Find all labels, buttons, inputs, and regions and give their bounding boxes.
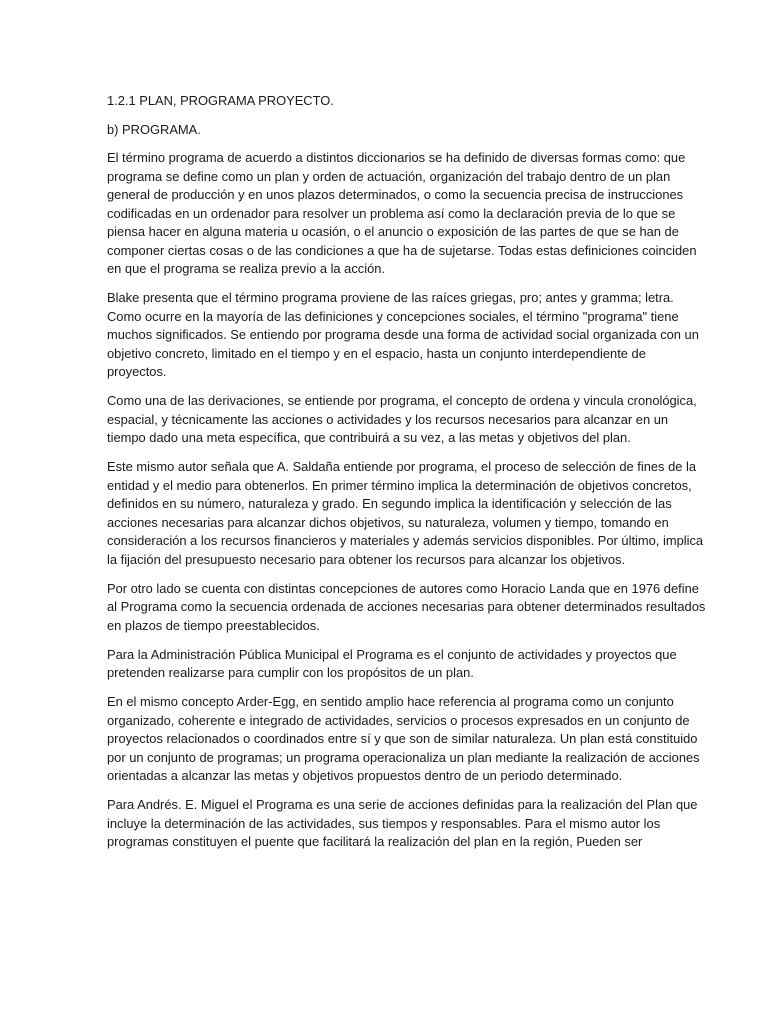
paragraph-5: Por otro lado se cuenta con distintas concepciones de autores como Horacio Landa que en 1976 define al Programa como la secuencia ordenada de acciones necesarias para obtener determinados resultados en plazos de tiempo preestablecidos. xyxy=(107,580,706,633)
paragraph-2: Blake presenta que el término programa proviene de las raíces griegas, pro; antes y gramma; letra. Como ocurre en la mayoría de las definiciones y concepciones sociales, el término "programa" tiene muchos significados. Se entiendo por programa desde una forma de actividad social organizada con un objetivo concreto, limitado en el tiempo y en el espacio, hasta un conjunto interdependiente de proyectos. xyxy=(107,290,699,379)
paragraph-1: El término programa de acuerdo a distintos diccionarios se ha definido de diversas formas como: que programa se define como un plan y orden de actuación, organización del trabajo dentro de un plan general de producción y en unos plazos determinados, o como la secuencia precisa de instrucciones codificadas en un ordenador para resolver un problema así como la declaración previa de lo que se piensa hacer en alguna materia u ocasión, o el anuncio o exposición de las partes de que se han de componer ciertas cosas o de las condiciones a que ha de sujetarse. Todas estas definiciones coinciden en que el programa se realiza previo a la acción. xyxy=(107,150,697,276)
section-heading: 1.2.1 PLAN, PROGRAMA PROYECTO. xyxy=(107,93,334,108)
paragraph-4: Este mismo autor señala que A. Saldaña entiende por programa, el proceso de selección de fines de la entidad y el medio para obtenerlos. En primer término implica la determinación de objetivos concretos, definidos en su número, naturaleza y grado. En segundo implica la identificación y selección de las acciones necesarias para alcanzar dichos objetivos, su naturaleza, volumen y tiempo, tomando en consideración a los recursos financieros y materiales y además servicios disponibles. Por último, implica la fijación del presupuesto necesario para obtener los recursos para alcanzar los objetivos. xyxy=(107,459,704,567)
subsection-heading: b) PROGRAMA. xyxy=(107,121,201,137)
paragraph-3: Como una de las derivaciones, se entiende por programa, el concepto de ordena y vincula cronológica, espacial, y técnicamente las acciones o actividades y los recursos necesarios para alcanzar en un tiempo dado una meta específica, que contribuirá a su vez, a las metas y objetivos del plan. xyxy=(107,393,697,445)
paragraph-8: Para Andrés. E. Miguel el Programa es una serie de acciones definidas para la realización del Plan que incluye la determinación de las actividades, sus tiempos y responsables. Para el mismo autor los programas constituyen el puente que facilitará la realización del plan en la región, Pueden ser xyxy=(107,797,698,849)
paragraph-7: En el mismo concepto Arder-Egg, en sentido amplio hace referencia al programa como un conjunto organizado, coherente e integrado de actividades, servicios o procesos expresados en un conjunto de proyectos relacionados o coordinados entre sí y que son de similar naturaleza. Un plan está constituido por un conjunto de programas; un programa operacionaliza un plan mediante la realización de acciones orientadas a alcanzar las metas y objetivos propuestos dentro de un periodo determinado. xyxy=(107,694,700,783)
paragraph-6: Para la Administración Pública Municipal el Programa es el conjunto de actividades y proyectos que pretenden realizarse para cumplir con los propósitos de un plan. xyxy=(107,646,677,680)
